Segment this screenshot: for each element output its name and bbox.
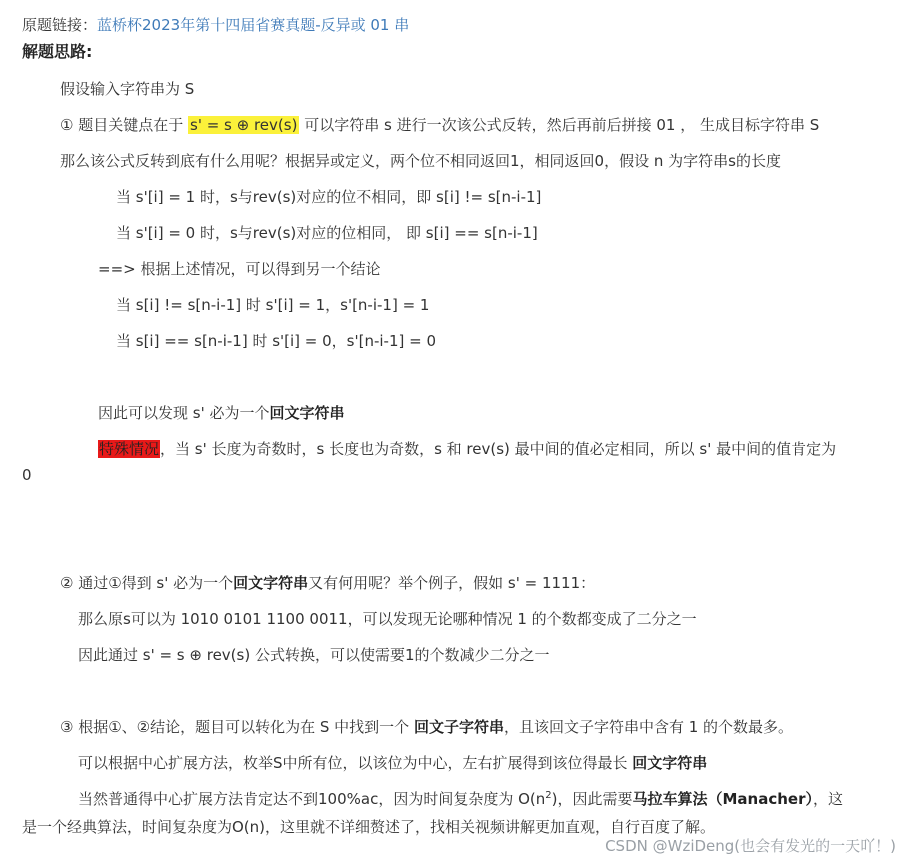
power-superscript: 2 [545,790,552,801]
case-bit-one: 当 s'[i] = 1 时，s与rev(s)对应的位不相同，即 s[i] != s[n-i-1] [116,188,542,206]
csdn-watermark: CSDN @WziDeng(也会有发光的一天吖！) [605,837,896,855]
center-expand-bold: 回文字符串 [632,754,708,772]
manacher-bold: 马拉车算法（Manacher） [632,790,813,808]
step-three-text-2: ，且该回文子字符串中含有 1 的个数最多。 [503,718,794,736]
step-three-text: ③ 根据①、②结论，题目可以转化为在 S 中找到一个 [60,718,414,736]
para-step-two [60,572,595,594]
center-expand-text: 可以根据中心扩展方法，枚举S中所有位，以该位为中心，左右扩展得到该位得最长 [78,754,633,772]
key-point-text-2: 可以字符串 s 进行一次该公式反转，然后再前后拼接 01 ， 生成目标字符串 S [304,116,820,134]
key-point-text: ① 题目关键点在于 [60,116,184,134]
formula-highlight: s' = s ⊕ rev(s) [190,116,298,134]
manacher-text-3: ，这 [813,790,844,808]
special-case-text: ，当 s' 长度为奇数时，s 长度也为奇数，s 和 rev(s) 最中间的值必定相同，所以 s' 最中间的值肯定为 [160,440,837,458]
section-title: 解题思路: [22,42,93,61]
source-link-line [22,14,409,36]
palindrome-text: 因此可以发现 s' 必为一个 [98,404,270,422]
conclusion-arrow: ==> 根据上述情况，可以得到另一个结论 [98,260,381,278]
para-step-three [60,716,793,738]
manacher-text-2: )，因此需要 [551,790,633,808]
step-two-text: ② 通过①得到 s' 必为一个 [60,574,234,592]
para-manacher-cont: 是一个经典算法，时间复杂度为O(n)，这里就不详细赘述了，找相关视频讲解更加直观，自行百度了解。 [22,818,716,836]
manacher-text: 当然普通得中心扩展方法肯定达不到100%ac，因为时间复杂度为 O(n [78,790,546,808]
para-assume-input: 假设输入字符串为 S [60,80,195,98]
para-example: 那么原s可以为 1010 0101 1100 0011，可以发现无论哪种情况 1 的个数都变成了二分之一 [78,610,697,628]
para-center-expand [78,752,707,774]
palindrome-bold: 回文字符串 [269,404,345,422]
conclusion-case-1: 当 s[i] != s[n-i-1] 时 s'[i] = 1，s'[n-i-1] = 1 [116,296,430,314]
para-palindrome [98,402,345,424]
para-key-point [60,114,819,136]
step-three-bold: 回文子字符串 [413,718,504,736]
special-case-text-end: 0 [22,466,32,484]
para-special-case [98,438,836,460]
para-xor-definition: 那么该公式反转到底有什么用呢？根据异或定义，两个位不相同返回1，相同返回0，假设 n 为字符串s的长度 [60,152,781,170]
para-reduce: 因此通过 s' = s ⊕ rev(s) 公式转换，可以使需要1的个数减少二分之一 [78,646,550,664]
source-problem-link[interactable]: 蓝桥杯2023年第十四届省赛真题-反异或 01 串 [97,16,410,34]
step-two-text-2: 又有何用呢？举个例子，假如 s' = 1111： [308,574,596,592]
case-bit-zero: 当 s'[i] = 0 时，s与rev(s)对应的位相同， 即 s[i] == s[n-i-1] [116,224,538,242]
conclusion-case-2: 当 s[i] == s[n-i-1] 时 s'[i] = 0，s'[n-i-1] = 0 [116,332,437,350]
para-manacher [78,788,843,810]
source-link-label: 原题链接： [22,16,98,34]
special-case-tag: 特殊情况 [99,440,160,458]
step-two-bold: 回文字符串 [233,574,309,592]
